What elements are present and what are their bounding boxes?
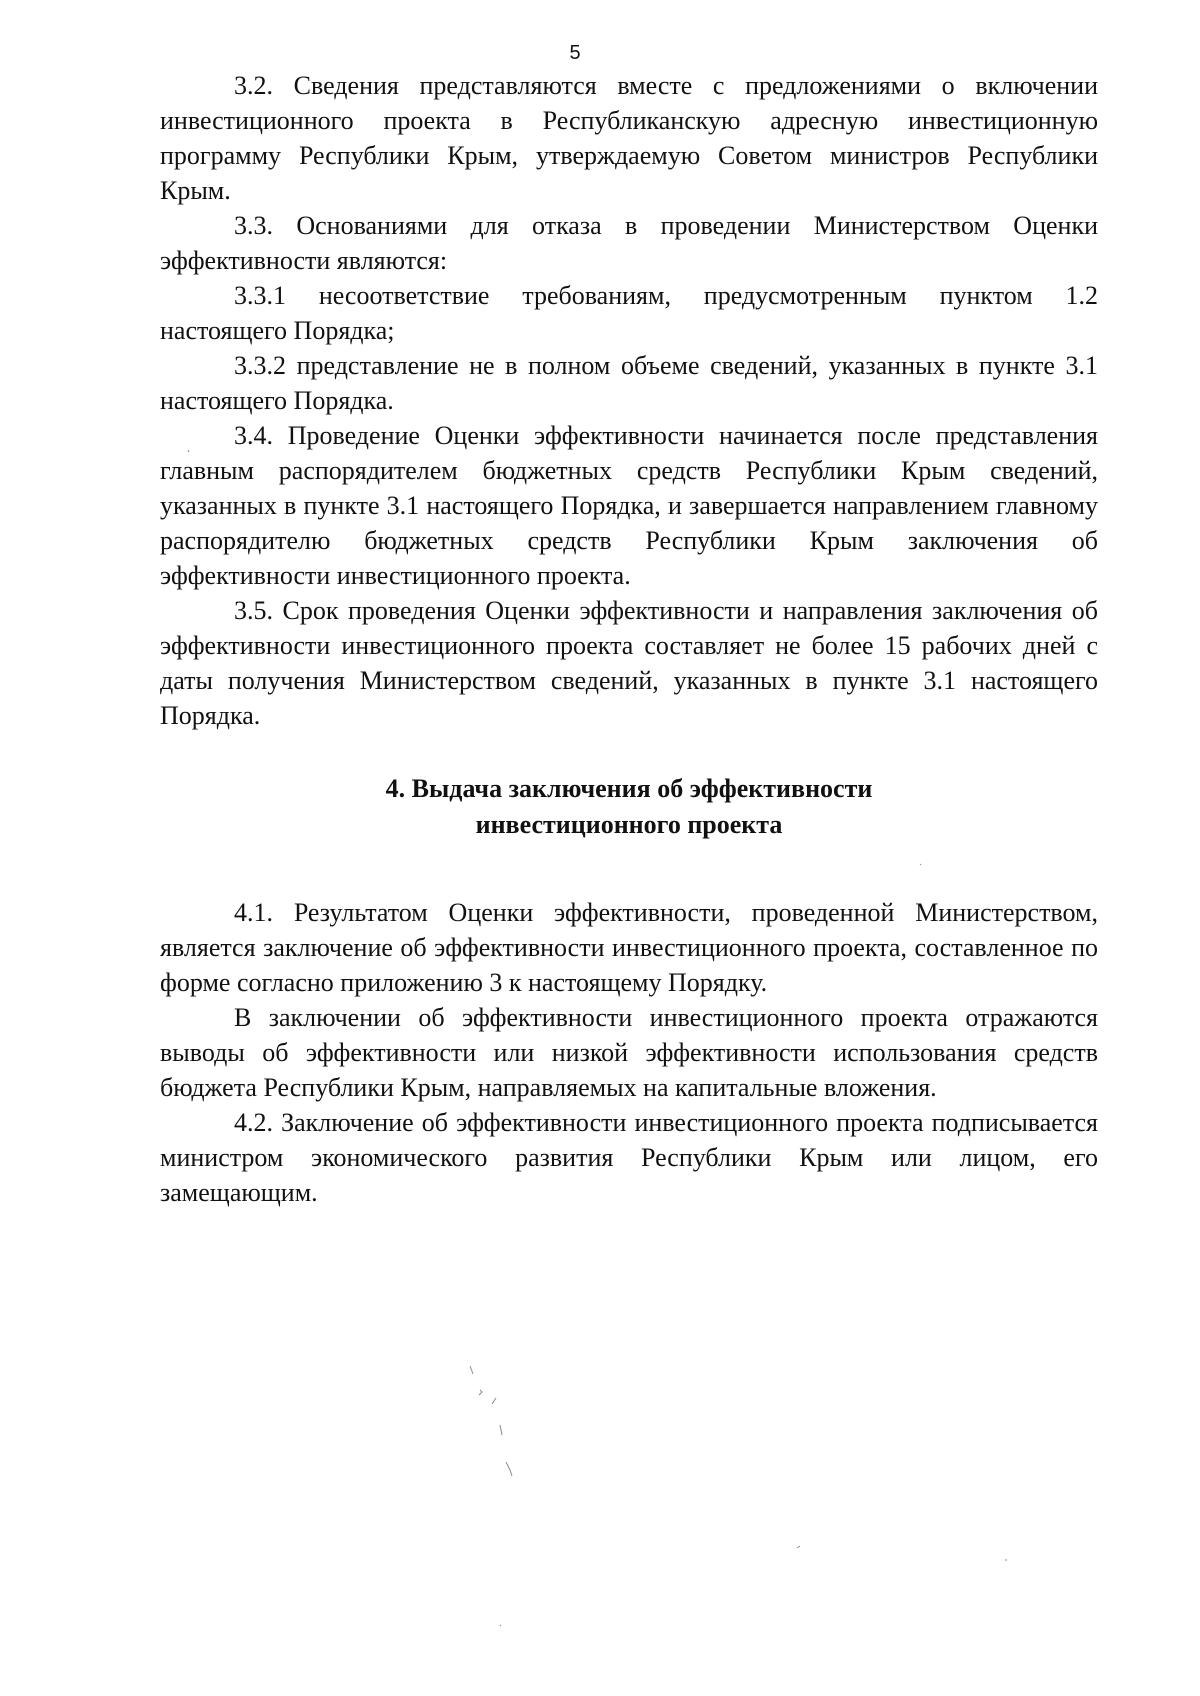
paragraph-3-4: 3.4. Проведение Оценки эффективности начинается после представления главным распорядителем бюджетных средств Республики Крым сведений, указанных в пункте 3.1 настоящего Порядка, и завершается направлением главному распорядителю бюджетных средств Республики Крым заключения об эффективности инвестиционного проекта. [160, 421, 1098, 590]
paragraph-3-3-2: 3.3.2 представление не в полном объеме сведений, указанных в пункте 3.1 настоящего Порядка. [160, 351, 1098, 415]
page-number: 5 [569, 42, 581, 64]
section-4-heading [160, 771, 1098, 843]
paragraph-3-5: 3.5. Срок проведения Оценки эффективности и направления заключения об эффективности инвестиционного проекта составляет не более 15 рабочих дней с даты получения Министерством сведений, указанных в пункте 3.1 настоящего Порядка. [160, 596, 1098, 730]
paragraph-4-2: 4.2. Заключение об эффективности инвестиционного проекта подписывается министром экономического развития Республики Крым или лицом, его замещающим. [160, 1108, 1098, 1207]
section-heading-line-2: инвестиционного проекта [475, 810, 783, 839]
paragraph-4-1: 4.1. Результатом Оценки эффективности, проведенной Министерством, является заключение об эффективности инвестиционного проекта, составленное по форме согласно приложению 3 к настоящему Порядку. [160, 898, 1098, 997]
section-heading-line-1: 4. Выдача заключения об эффективности [385, 774, 873, 803]
document-body [160, 68, 1098, 1210]
paragraph-conclusion-contents: В заключении об эффективности инвестиционного проекта отражаются выводы об эффективности или низкой эффективности использования средств бюджета Республики Крым, направляемых на капитальные вложения. [160, 1003, 1098, 1102]
paragraph-3-3: 3.3. Основаниями для отказа в проведении Министерством Оценки эффективности являются: [160, 211, 1098, 275]
paragraph-3-2: 3.2. Сведения представляются вместе с предложениями о включении инвестиционного проекта в Республиканскую адресную инвестиционную программу Республики Крым, утверждаемую Советом министров Республики Крым. [160, 71, 1098, 205]
paragraph-3-3-1: 3.3.1 несоответствие требованиям, предусмотренным пунктом 1.2 настоящего Порядка; [160, 281, 1098, 345]
